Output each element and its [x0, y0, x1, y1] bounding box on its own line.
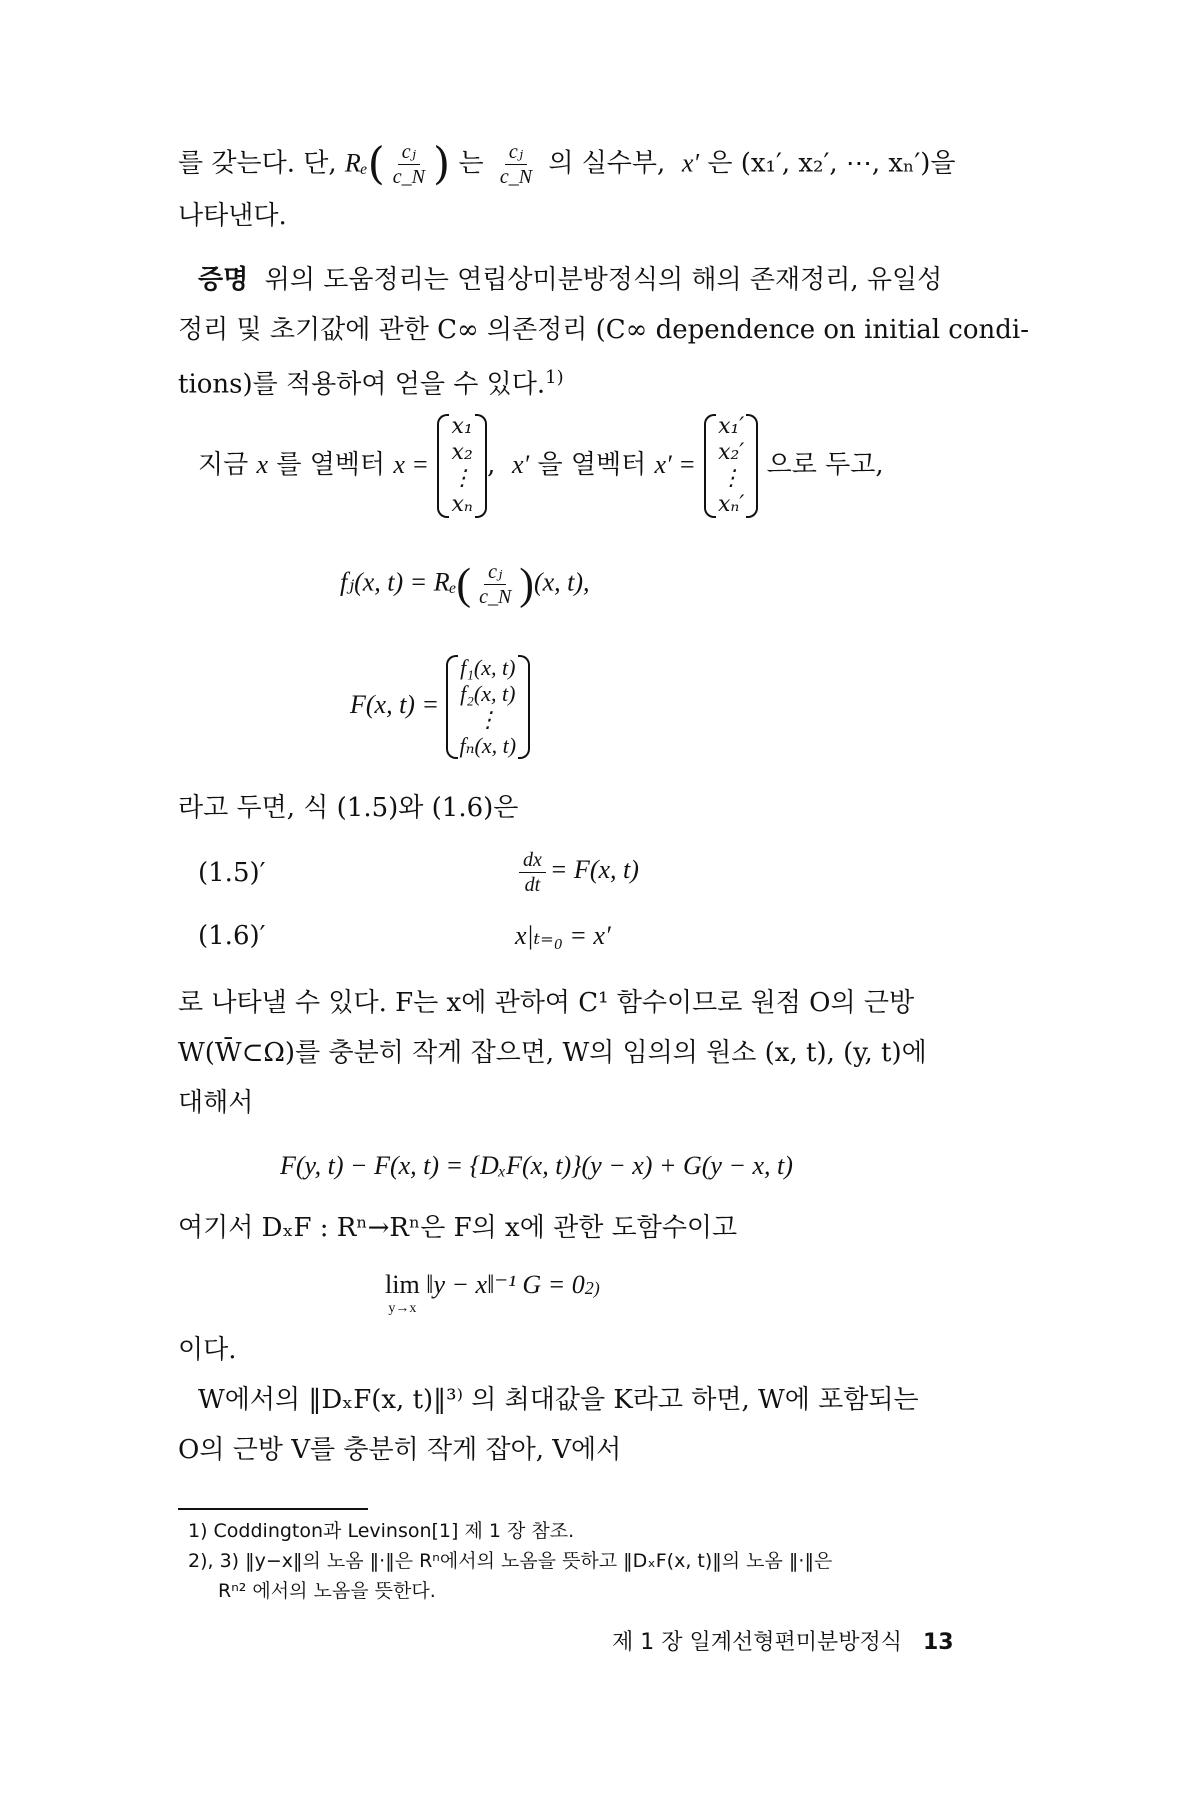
text-line-r7: O의 근방 V를 충분히 작게 잡아, V에서 — [178, 1435, 622, 1465]
equation-fj: fⱼ(x, t) = Rₑ( $\frac{\text{cⱼ}}{c\_N}$ )(x, t), — [340, 559, 590, 609]
equation-F-vector: F(x, t) = f₁(x, t) f₂(x, t) ⋮ fₙ(x, t) — [350, 640, 530, 770]
equation-main: F(y, t) − F(x, t) = {DₓF(x, t)}(y − x) + G(y − x, t) — [280, 1151, 793, 1180]
footnote-3: Rⁿ² 에서의 노옴을 뜻한다. — [218, 1580, 436, 1602]
text-line-r4: 여기서 DₓF : Rⁿ→Rⁿ은 F의 x에 관한 도함수이고 — [178, 1213, 738, 1243]
text-line-1: 를 갖는다. 단, Rₑ( $\frac{\text{cⱼ}}{c\_N}$ ) 는 $\frac{\text{cⱼ}}{c\_N}$ 의 실수부, x′ 은 (x₁′, x₂′, ⋯, xₙ′)을 — [178, 138, 956, 190]
equation-1-5: $\frac{dx}{dt}$ = F(x, t) — [515, 840, 639, 900]
proof-label: 증명 — [198, 265, 249, 295]
footnote-2: 2), 3) ‖y−x‖의 노옴 ‖·‖은 Rⁿ에서의 노옴을 뜻하고 ‖DₓF(x, t)‖의 노옴 ‖·‖은 — [188, 1550, 833, 1572]
running-footer — [612, 1625, 954, 1656]
text-fragment: 의 실수부, — [548, 148, 666, 179]
column-vector-F: f₁(x, t) f₂(x, t) ⋮ fₙ(x, t) — [446, 655, 531, 759]
text-line-r1: 로 나타낼 수 있다. F는 x에 관하여 C¹ 함수이므로 원점 O의 근방 — [178, 988, 915, 1018]
equation-1-6: x|ₜ₌₀ = x′ — [515, 921, 611, 950]
proof-line-2: 정리 및 초기값에 관한 C∞ 의존정리 (C∞ dependence on initial condi- — [178, 315, 1029, 345]
column-vector-xprime: x₁′ x₂′ ⋮ xₙ′ — [704, 414, 758, 518]
equation-1-5-label: (1.5)′ — [198, 858, 266, 888]
proof-line-1 — [198, 262, 942, 298]
text-line-r3: 대해서 — [178, 1088, 254, 1118]
text-fragment: 은 (x₁′, x₂′, ⋯, xₙ′)을 — [707, 148, 956, 179]
text-line-r6: W에서의 ‖DₓF(x, t)‖³⁾ 의 최대값을 K라고 하면, W에 포함되는 — [198, 1385, 919, 1415]
text-fragment: 위의 도움정리는 연립상미분방정식의 해의 존재정리, 유일성 — [264, 265, 943, 295]
math-re: Rₑ — [344, 148, 368, 178]
math-xprime: x′ — [681, 148, 700, 178]
text-line-r5: 이다. — [178, 1335, 237, 1365]
equation-1-6-label: (1.6)′ — [198, 921, 266, 951]
equation-limit: lim y→x ‖y − x‖⁻¹ $G = 0^{2)}$ — [385, 1270, 600, 1316]
text-fragment: 는 — [458, 148, 484, 179]
fraction-cj-cn-2: $\frac{\text{cⱼ}}{c\_N}$ — [499, 141, 533, 188]
text-line-r2: W(W̄⊂Ω)를 충분히 작게 잡으면, W의 임의의 원소 (x, t), (y, t)에 — [178, 1038, 927, 1068]
chapter-title: 제 1 장 일계선형편미분방정식 — [612, 1630, 903, 1655]
text-line-2: 나타낸다. — [178, 201, 287, 231]
proof-line-3: tions)를 적용하여 얻을 수 있다.$^{1)}$ — [178, 367, 564, 400]
page-number: 13 — [923, 1630, 954, 1655]
fraction-cj-cn: $\frac{\text{cⱼ}}{c\_N}$ — [392, 141, 425, 188]
footnote-ref-1: 1) — [545, 367, 564, 388]
column-vector-x: x₁ x₂ ⋮ xₙ — [437, 414, 487, 518]
text-ragom: 라고 두면, 식 (1.5)와 (1.6)은 — [178, 793, 519, 823]
text-fragment: 를 갖는다. 단, — [178, 148, 337, 179]
footnote-1: 1) Coddington과 Levinson[1] 제 1 장 참조. — [188, 1520, 575, 1542]
footnote-divider — [178, 1508, 368, 1510]
vector-definition-line: 지금 x 를 열벡터 x = x₁ x₂ ⋮ xₙ , x′ 을 열벡터 x′ = x₁′ x₂′ ⋮ xₙ′ 으로 두고, — [198, 414, 884, 517]
